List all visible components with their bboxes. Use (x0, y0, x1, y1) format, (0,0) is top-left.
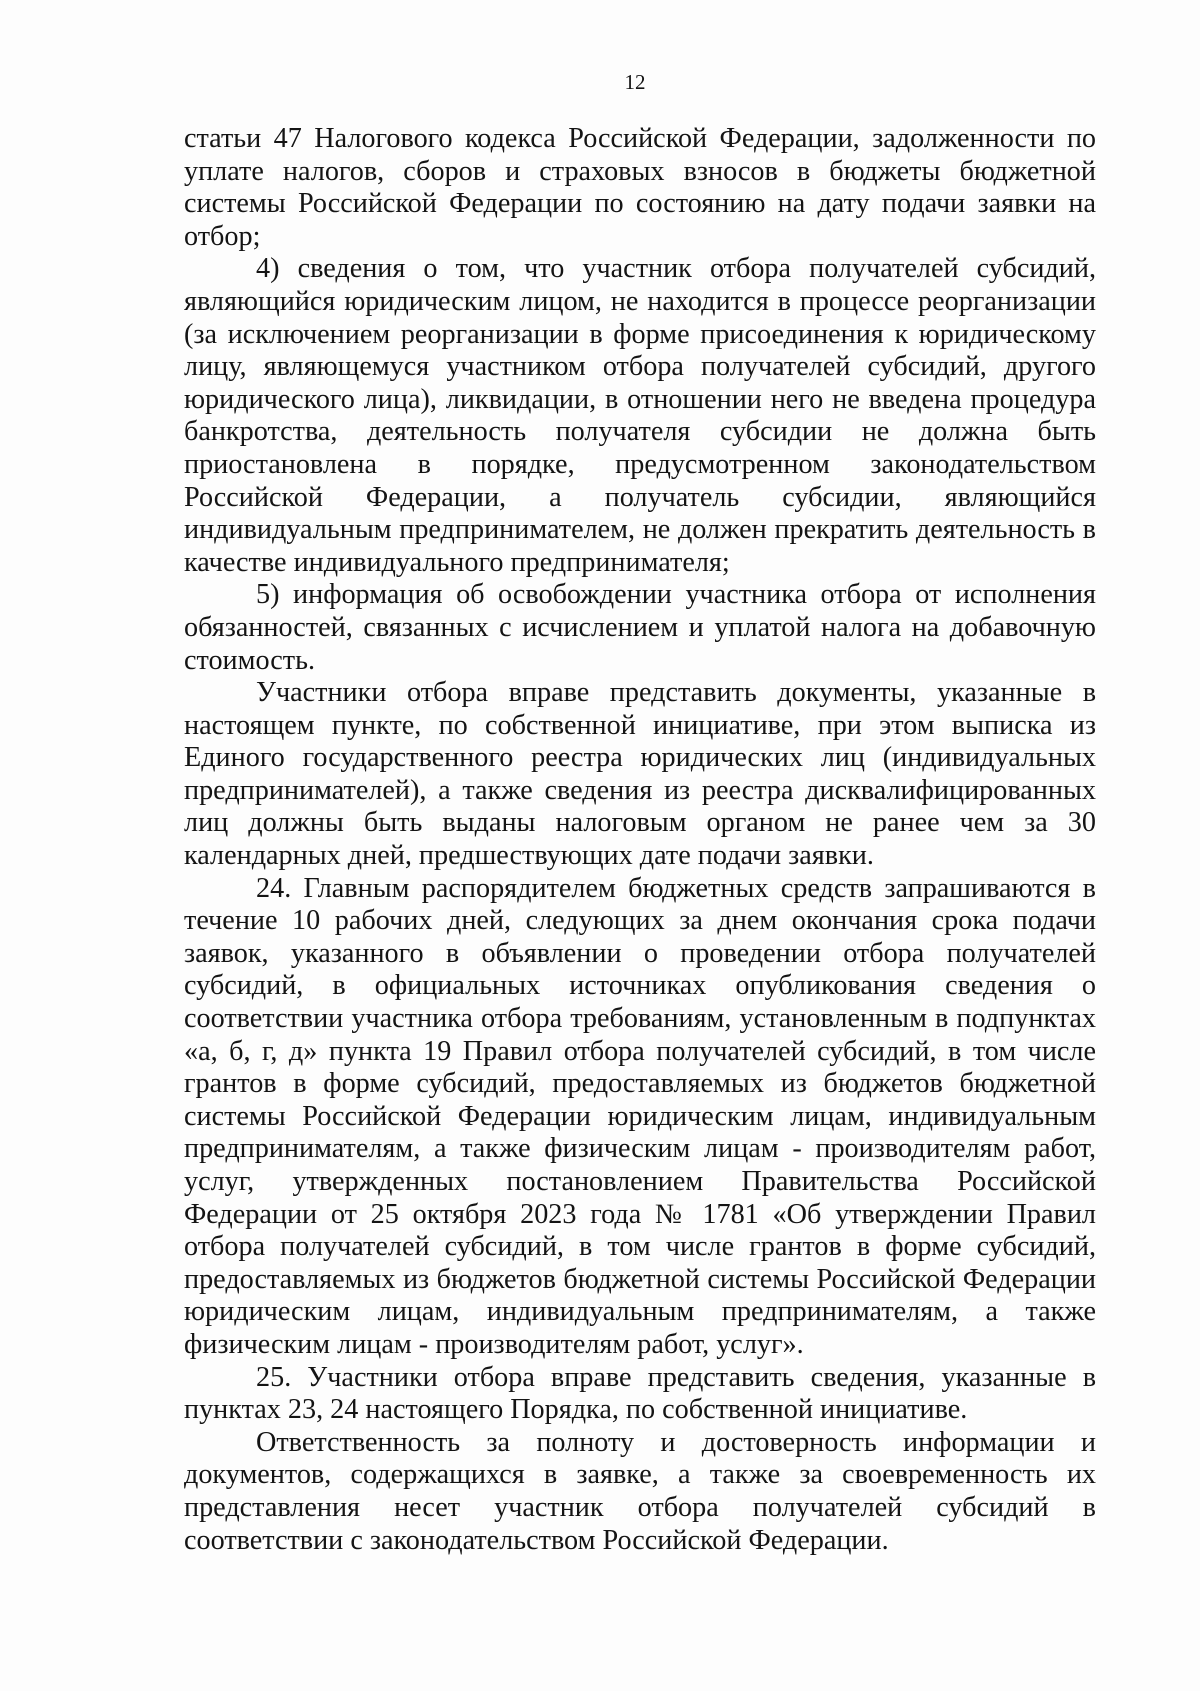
paragraph-item-4: 4) сведения о том, что участник отбора получателей субсидий, являющийся юридическим лицом, не находится в процессе реорганизации (за исключением реорганизации в форме присоединения к юридическому лицу, являющемуся участником отбора получателей субсидий, другого юридического лица), ликвидации, в отношении него не введена процедура банкротства, деятельность получателя субсидии не должна быть приостановлена в порядке, предусмотренном законодательством Российской Федерации, а получатель субсидии, являющийся индивидуальным предпринимателем, не должен прекратить деятельность в качестве индивидуального предпринимателя; (184, 253, 1096, 578)
paragraph-clause-24: 24. Главным распорядителем бюджетных средств запрашиваются в течение 10 рабочих дней, следующих за днем окончания срока подачи заявок, указанного в объявлении о проведении отбора получателей субсидий, в официальных источниках опубликования сведения о соответствии участника отбора требованиям, установленным в подпунктах «а, б, г, д» пункта 19 Правил отбора получателей субсидий, в том числе грантов в форме субсидий, предоставляемых из бюджетов бюджетной системы Российской Федерации юридическим лицам, индивидуальным предпринимателям, а также физическим лицам - производителям работ, услуг, утвержденных постановлением Правительства Российской Федерации от 25 октября 2023 года № 1781 «Об утверждении Правил отбора получателей субсидий, в том числе грантов в форме субсидий, предоставляемых из бюджетов бюджетной системы Российской Федерации юридическим лицам, индивидуальным предпринимателям, а также физическим лицам - производителям работ, услуг». (184, 872, 1096, 1360)
page-number: 12 (624, 70, 646, 94)
paragraph-participants-documents: Участники отбора вправе представить документы, указанные в настоящем пункте, по собственной инициативе, при этом выписка из Единого государственного реестра юридических лиц (индивидуальных предпринимателей), а также сведения из реестра дисквалифицированных лиц должны быть выданы налоговым органом не ранее чем за 30 календарных дней, предшествующих дате подачи заявки. (184, 677, 1096, 872)
paragraph-clause-25: 25. Участники отбора вправе представить сведения, указанные в пунктах 23, 24 настоящего Порядка, по собственной инициативе. (184, 1361, 1096, 1426)
paragraph-continuation: статьи 47 Налогового кодекса Российской Федерации, задолженности по уплате налогов, сборов и страховых взносов в бюджеты бюджетной системы Российской Федерации по состоянию на дату подачи заявки на отбор; (184, 123, 1096, 252)
paragraph-responsibility: Ответственность за полноту и достоверность информации и документов, содержащихся в заявке, а также за своевременность их представления несет участник отбора получателей субсидий в соответствии с законодательством Российской Федерации. (184, 1426, 1096, 1556)
paragraph-item-5: 5) информация об освобождении участника отбора от исполнения обязанностей, связанных с исчислением и уплатой налога на добавочную стоимость. (184, 579, 1096, 676)
document-body (184, 123, 1096, 1557)
